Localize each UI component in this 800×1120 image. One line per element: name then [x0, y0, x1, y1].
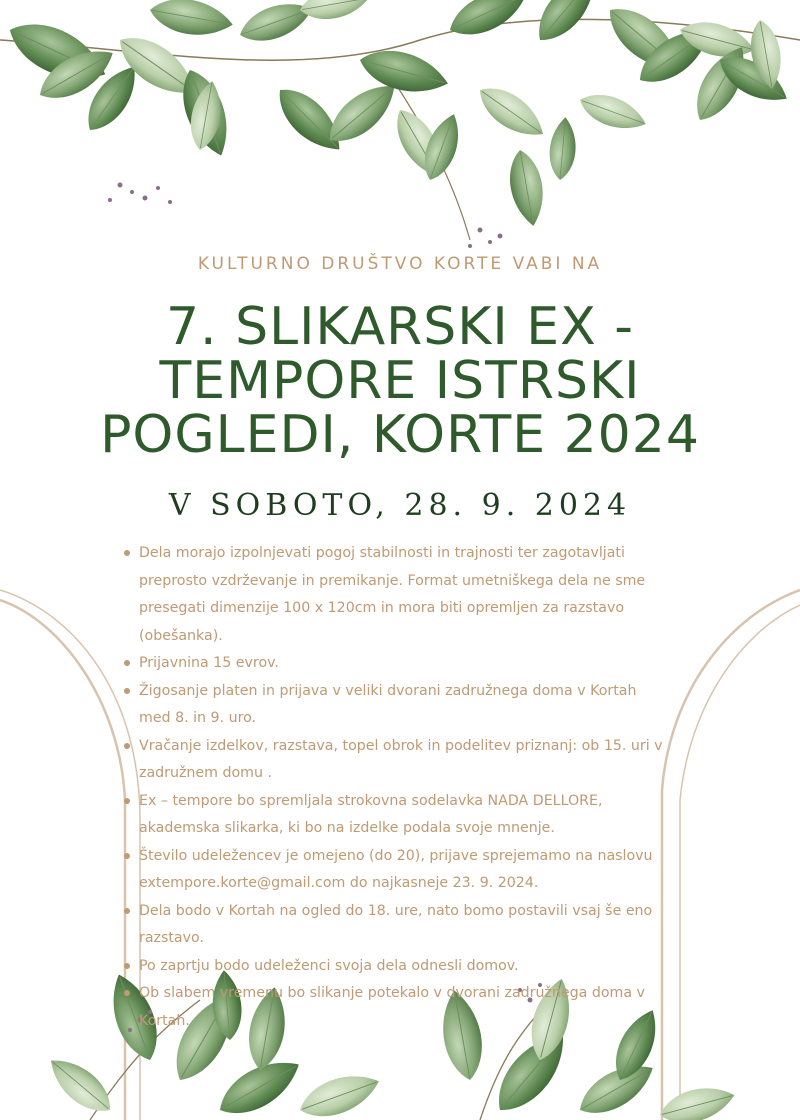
list-item: Žigosanje platen in prijava v veliki dvorani zadružnega doma v Kortah med 8. in 9. uro. — [122, 678, 670, 733]
list-item: Število udeležencev je omejeno (do 20), prijave sprejemamo na naslovu extempore.korte@gmail.com do najkasneje 23. 9. 2024. — [122, 843, 670, 898]
list-item: Vračanje izdelkov, razstava, topel obrok in podelitev priznanj: ob 15. uri v zadružnem domu . — [122, 733, 670, 788]
list-item: Dela bodo v Kortah na ogled do 18. ure, nato bomo postavili vsaj še eno razstavo. — [122, 898, 670, 953]
event-title: 7. SLIKARSKI EX - TEMPORE ISTRSKI POGLEDI, KORTE 2024 — [100, 297, 700, 465]
list-item: Dela morajo izpolnjevati pogoj stabilnosti in trajnosti ter zagotavljati preprosto vzdrževanje in premikanje. Format umetniškega dela ne sme presegati dimenzije 100 x 120cm in mora biti opremljen za razstavo (obešanka). — [122, 540, 670, 650]
organizer-invitation: KULTURNO DRUŠTVO KORTE VABI NA — [197, 254, 603, 274]
list-item: Ex – tempore bo spremljala strokovna sodelavka NADA DELLORE, akademska slikarka, ki bo na izdelke podala svoje mnenje. — [122, 788, 670, 843]
list-item: Po zaprtju bodo udeleženci svoja dela odnesli domov. — [122, 953, 670, 981]
event-rules-list — [122, 540, 670, 1035]
list-item: Prijavnina 15 evrov. — [122, 650, 670, 678]
top-foliage — [0, 0, 800, 248]
event-date: V SOBOTO, 28. 9. 2024 — [168, 488, 632, 523]
list-item: Ob slabem vremenu bo slikanje potekalo v dvorani zadružnega doma v Kortah. — [122, 980, 670, 1035]
